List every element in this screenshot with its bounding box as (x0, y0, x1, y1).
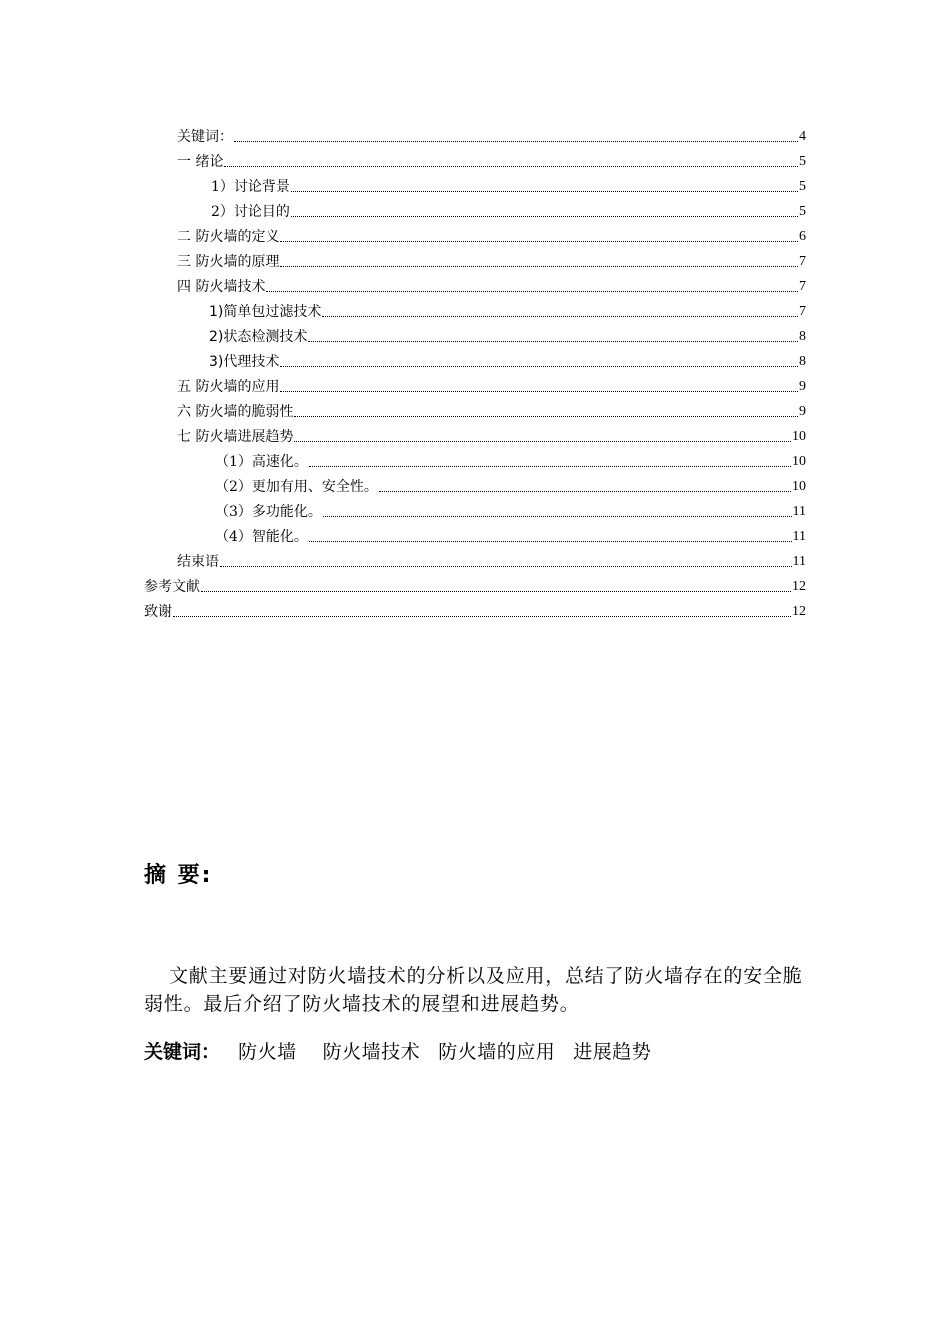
toc-entry-label: 一 绪论 (177, 154, 224, 170)
toc-leader-dots (294, 416, 798, 417)
keywords-line (144, 1038, 651, 1066)
toc-entry-label: 七 防火墙进展趋势 (177, 429, 294, 445)
toc-entry-page: 7 (799, 304, 806, 319)
toc-entry-page: 10 (792, 479, 806, 494)
toc-entry-label: 二 防火墙的定义 (177, 229, 280, 245)
toc-entry-label: 1）讨论背景 (211, 179, 290, 195)
toc-entry[interactable] (177, 402, 806, 422)
toc-entry[interactable] (144, 602, 806, 622)
toc-leader-dots (309, 466, 791, 467)
toc-entry[interactable] (209, 327, 806, 347)
toc-entry[interactable] (215, 527, 806, 547)
abstract-heading: 摘 要: (144, 863, 213, 888)
toc-entry-page: 12 (792, 579, 806, 594)
toc-entry-page: 7 (799, 279, 806, 294)
toc-leader-dots (280, 391, 798, 392)
toc-entry-page: 10 (792, 454, 806, 469)
keyword: 防火墙技术 (322, 1041, 421, 1063)
toc-leader-dots (294, 441, 791, 442)
toc-entry[interactable] (177, 277, 806, 297)
toc-entry[interactable] (209, 352, 806, 372)
toc-leader-dots (266, 291, 798, 292)
abstract-body: 文献主要通过对防火墙技术的分析以及应用，总结了防火墙存在的安全脆弱性。最后介绍了防火墙技术的展望和进展趋势。 (144, 965, 803, 1015)
toc-entry-label: 五 防火墙的应用 (177, 379, 280, 395)
toc-entry[interactable] (177, 127, 806, 147)
toc-entry-page: 9 (799, 404, 806, 419)
toc-leader-dots (323, 516, 792, 517)
toc-entry-page: 11 (792, 554, 806, 569)
toc-leader-dots (309, 541, 792, 542)
keywords-label: 关键词： (144, 1041, 221, 1063)
toc-entry-label: 参考文献 (144, 579, 200, 595)
toc-entry-label: 关键词： (177, 129, 233, 145)
toc-leader-dots (291, 191, 798, 192)
toc-leader-dots (224, 166, 798, 167)
toc-entry-label: （3）多功能化。 (215, 504, 322, 520)
toc-entry[interactable] (215, 502, 806, 522)
toc-leader-dots (291, 216, 798, 217)
toc-entry-page: 5 (799, 204, 806, 219)
toc-leader-dots (201, 591, 791, 592)
toc-leader-dots (280, 366, 798, 367)
toc-entry-label: 四 防火墙技术 (177, 279, 266, 295)
toc-entry-label: 2）讨论目的 (211, 204, 290, 220)
toc-entry-label: 六 防火墙的脆弱性 (177, 404, 294, 420)
toc-leader-dots (234, 141, 798, 142)
toc-entry-label: （2）更加有用、安全性。 (215, 479, 378, 495)
toc-entry-page: 11 (792, 504, 806, 519)
toc-entry[interactable] (209, 302, 806, 322)
toc-leader-dots (308, 341, 798, 342)
toc-entry[interactable] (211, 202, 806, 222)
toc-entry-page: 8 (799, 329, 806, 344)
toc-leader-dots (173, 616, 791, 617)
toc-leader-dots (280, 266, 798, 267)
toc-leader-dots (322, 316, 798, 317)
toc-entry-label: 1)简单包过滤技术 (209, 304, 322, 320)
toc-entry-label: 致谢 (144, 604, 172, 620)
toc-entry[interactable] (177, 227, 806, 247)
toc-entry[interactable] (144, 577, 806, 597)
toc-leader-dots (280, 241, 798, 242)
toc-entry[interactable] (177, 252, 806, 272)
toc-entry[interactable] (211, 177, 806, 197)
toc-entry[interactable] (215, 477, 806, 497)
keyword: 防火墙 (238, 1041, 297, 1063)
toc-entry[interactable] (177, 377, 806, 397)
toc-entry-page: 7 (799, 254, 806, 269)
toc-entry-label: 三 防火墙的原理 (177, 254, 280, 270)
toc-entry-page: 9 (799, 379, 806, 394)
toc-entry-page: 10 (792, 429, 806, 444)
toc-entry-label: 结束语 (177, 554, 219, 570)
toc-entry-page: 5 (799, 154, 806, 169)
toc-leader-dots (379, 491, 791, 492)
toc-entry-label: （4）智能化。 (215, 529, 308, 545)
toc-entry-page: 6 (799, 229, 806, 244)
toc-entry-page: 4 (799, 129, 806, 144)
toc-entry-label: 2)状态检测技术 (209, 329, 308, 345)
keyword: 进展趋势 (573, 1041, 652, 1063)
toc-entry-page: 5 (799, 179, 806, 194)
toc-leader-dots (220, 566, 792, 567)
toc-entry[interactable] (215, 452, 806, 472)
toc-entry-page: 8 (799, 354, 806, 369)
toc-entry-page: 11 (792, 529, 806, 544)
toc-entry[interactable] (177, 152, 806, 172)
toc-entry-label: （1）高速化。 (215, 454, 308, 470)
toc-entry-page: 12 (792, 604, 806, 619)
toc-entry[interactable] (177, 552, 806, 572)
toc-entry[interactable] (177, 427, 806, 447)
toc-entry-label: 3)代理技术 (209, 354, 280, 370)
keyword: 防火墙的应用 (438, 1041, 556, 1063)
